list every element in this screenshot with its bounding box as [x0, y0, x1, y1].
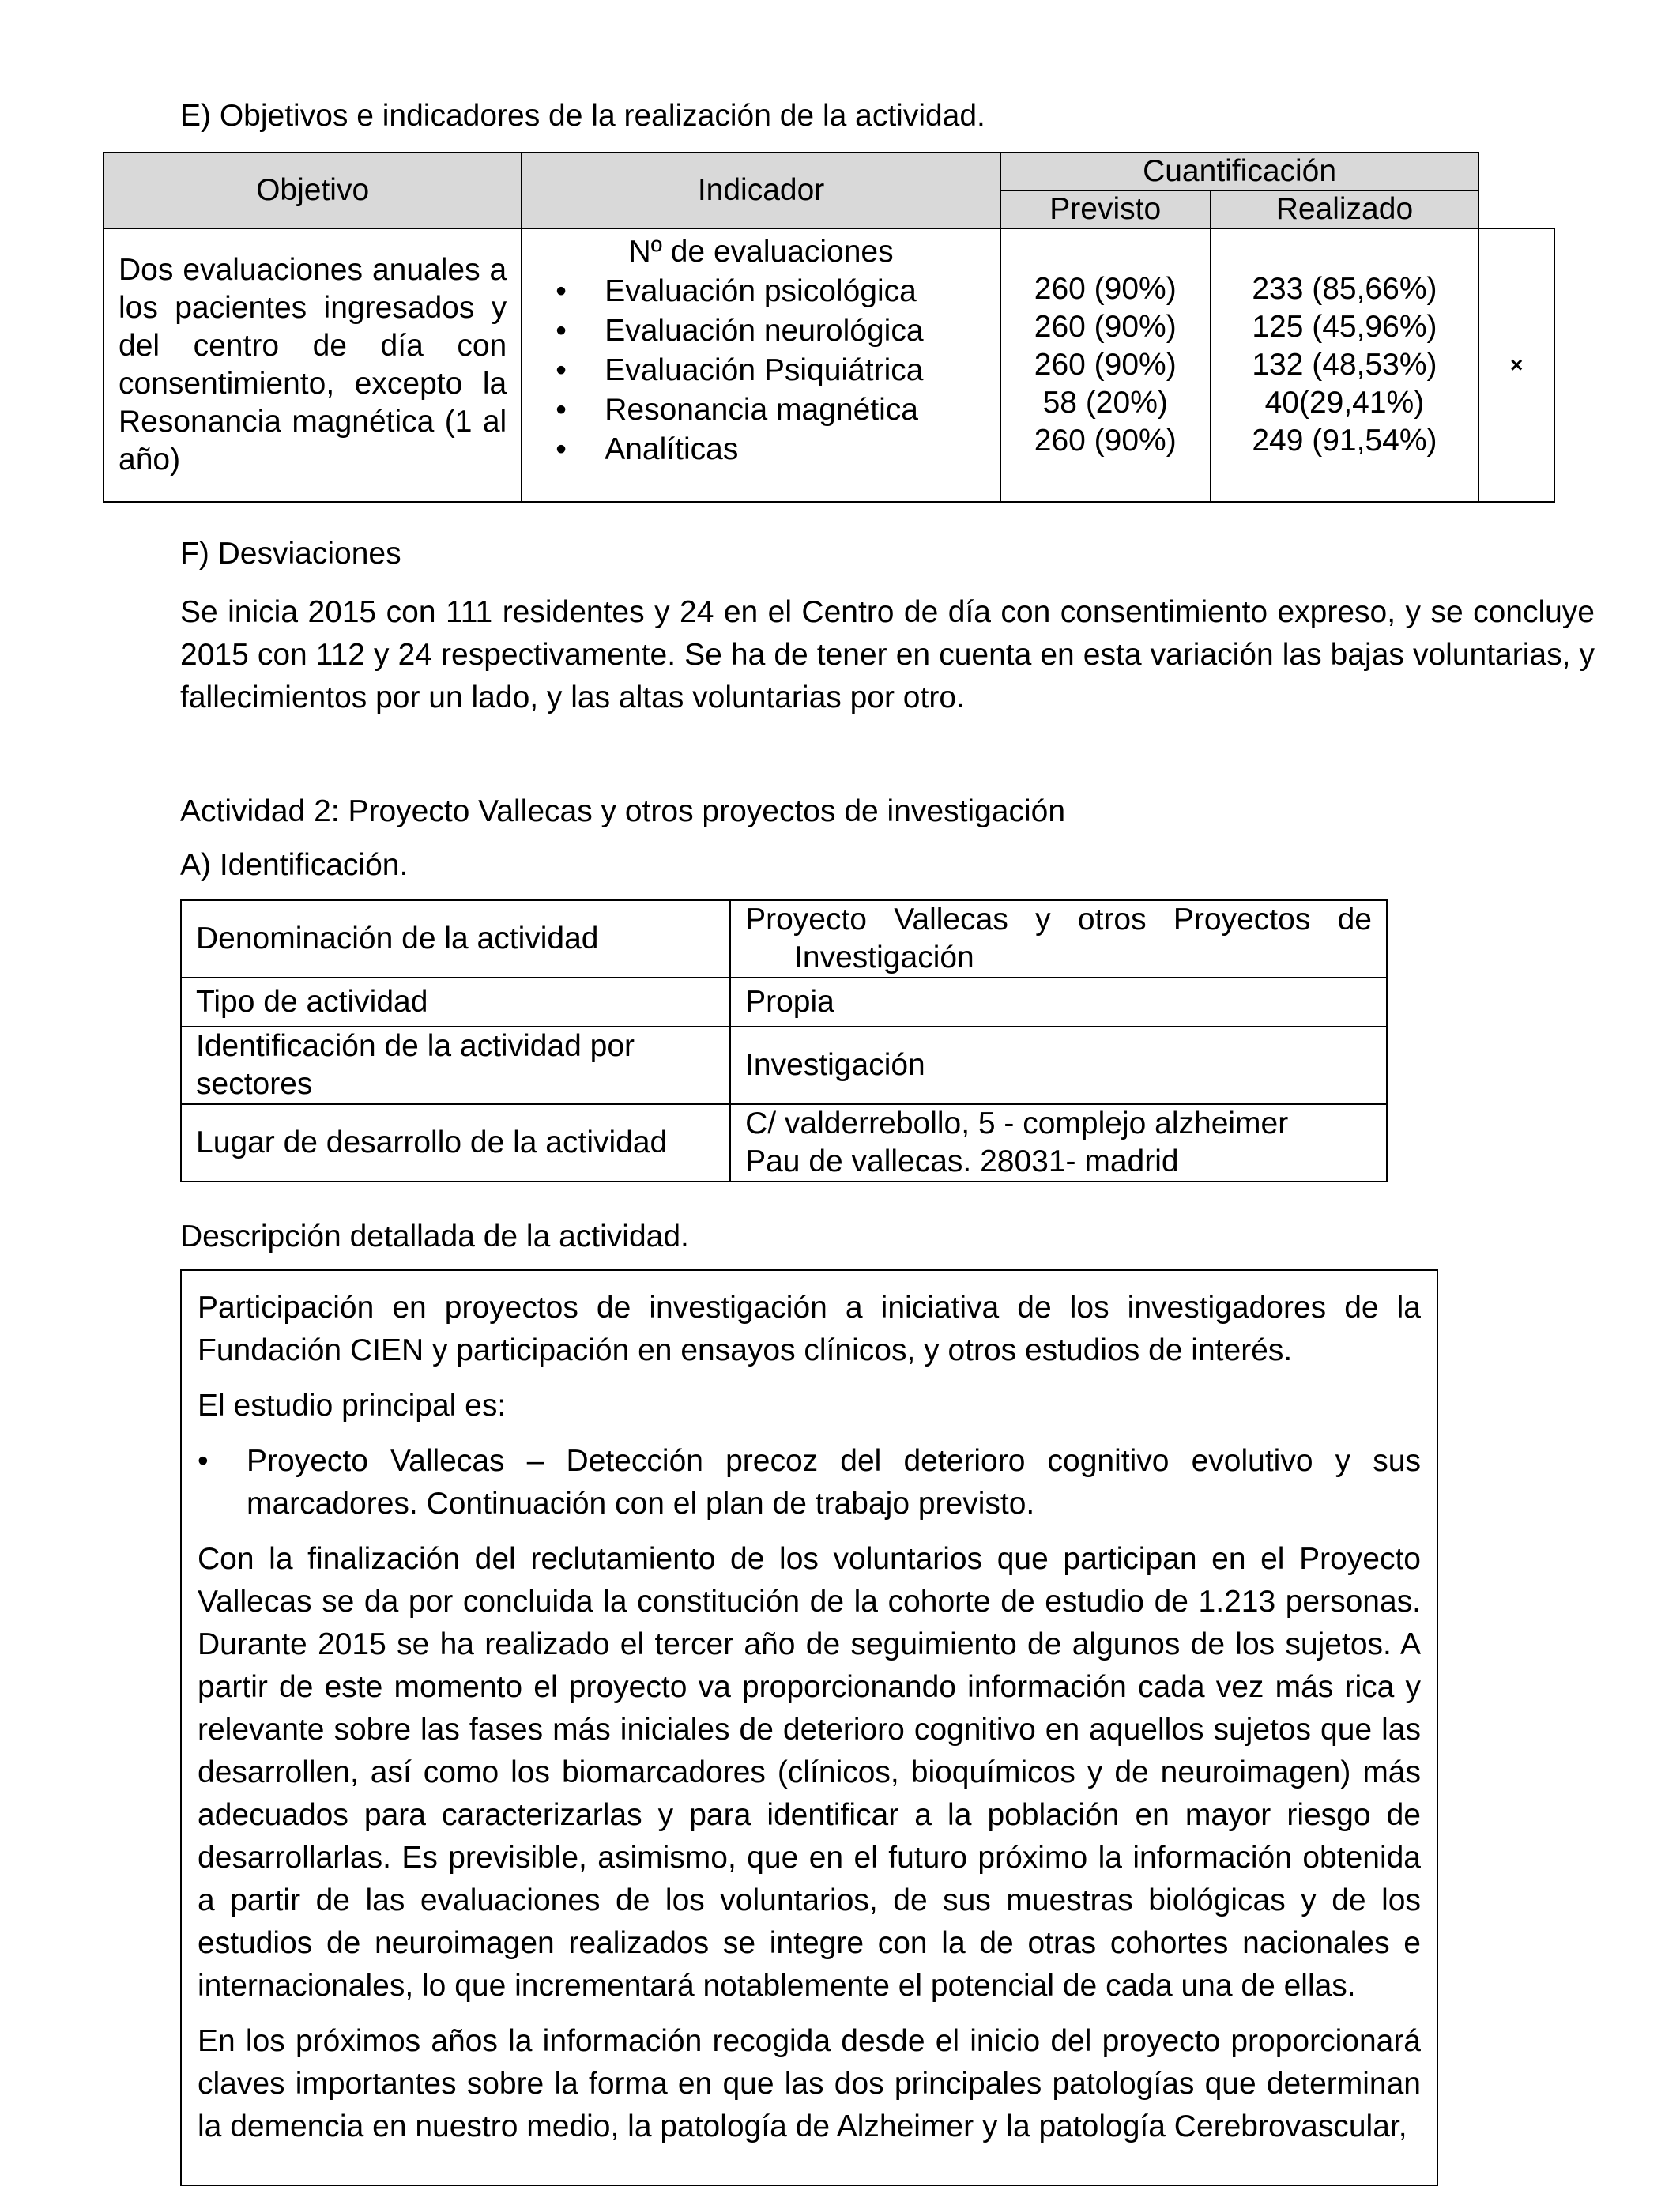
previsto-value: 260 (90%): [1034, 348, 1177, 382]
row-value: Propia: [730, 978, 1387, 1027]
list-item: • Evaluación neurológica: [556, 314, 924, 348]
indicator-list: [522, 272, 1000, 479]
indicator-title: Nº de evaluaciones: [628, 235, 894, 269]
realizado-cell: [1211, 228, 1479, 502]
objective-cell: [104, 228, 522, 502]
indicator-cell: [522, 228, 1000, 502]
row-label: Identificación de la actividad por sectores: [181, 1027, 730, 1104]
previsto-value: 260 (90%): [1034, 424, 1177, 458]
realizado-value: 249 (91,54%): [1252, 424, 1437, 458]
list-item: • Analíticas: [556, 432, 739, 466]
realizado-value: 40(29,41%): [1264, 386, 1425, 420]
realizado-value: 125 (45,96%): [1252, 310, 1437, 344]
previsto-value: 260 (90%): [1034, 310, 1177, 344]
realizado-value: 132 (48,53%): [1252, 348, 1437, 382]
description-paragraph: Participación en proyectos de investigación a iniciativa de los investigadores de la Fundación CIEN y participación en ensayos clínicos, y otros estudios de interés.: [198, 1291, 1421, 1367]
row-value: Proyecto Vallecas y otros Proyectos de Investigación: [730, 900, 1387, 978]
section-e-heading: E) Objetivos e indicadores de la realización de la actividad.: [180, 99, 985, 133]
list-item: [198, 1440, 1421, 1525]
header-objetivo: Objetivo: [104, 153, 522, 228]
realizado-value: 233 (85,66%): [1252, 272, 1437, 306]
description-paragraph: Con la finalización del reclutamiento de los voluntarios que participan en el Proyecto Vallecas se da por concluida la constitución de la cohorte de estudio de 1.213 personas. Durante 2015 se ha realizado el tercer año de seguimiento de algunos de los sujetos. A partir de este momento el proyecto va proporcionando información cada vez más rica y relevante sobre las fases más iniciales de deterioro cognitivo en aquellos sujetos que las desarrollen, así como los biomarcadores (clínicos, bioquímicos y de neuroimagen) más adecuados para caracterizarlas y para identificar a la población en mayor riesgo de desarrollarlas. Es previsible, asimismo, que en el futuro próximo la información obtenida a partir de las evaluaciones de los voluntarios, de sus muestras biológicas y de los estudios de neuroimagen realizados se integre con la de otras cohortes nacionales e internacionales, lo que incrementará notablemente el potencial de cada una de ellas.: [198, 1542, 1421, 2003]
section-f-heading: F) Desviaciones: [180, 537, 401, 571]
description-paragraph: El estudio principal es:: [198, 1389, 507, 1423]
cross-mark-icon: ×: [1478, 228, 1554, 502]
row-value: Investigación: [730, 1027, 1387, 1104]
header-cuantificacion: Cuantificación: [1000, 153, 1478, 190]
previsto-value: 58 (20%): [1042, 386, 1168, 420]
bullet-text: Proyecto Vallecas – Detección precoz del deterioro cognitivo evolutivo y sus marcadores. Continuación con el plan de trabajo previsto.: [247, 1444, 1421, 1521]
objectives-table: [103, 152, 1555, 503]
header-indicador: Indicador: [522, 153, 1000, 228]
bullet-icon: •: [198, 1444, 209, 1478]
description-heading: Descripción detallada de la actividad.: [180, 1220, 689, 1253]
list-item: • Evaluación Psiquiátrica: [556, 353, 924, 387]
row-label: Denominación de la actividad: [181, 900, 730, 978]
previsto-value: 260 (90%): [1034, 272, 1177, 306]
description-paragraph: En los próximos años la información recogida desde el inicio del proyecto proporcionará claves importantes sobre la forma en que las dos principales patologías que determinan la demencia en nuestro medio, la patología de Alzheimer y la patología Cerebrovascular,: [198, 2024, 1421, 2143]
header-previsto: Previsto: [1000, 190, 1211, 228]
objective-text: Dos evaluaciones anuales a los pacientes ingresados y del centro de día con consentimiento, excepto la Resonancia magnética (1 al año): [119, 253, 507, 477]
row-label: Lugar de desarrollo de la actividad: [181, 1104, 730, 1182]
section-f-text: Se inicia 2015 con 111 residentes y 24 en el Centro de día con consentimiento expreso, y se concluye 2015 con 112 y 24 respectivamente. Se ha de tener en cuenta en esta variación las bajas voluntarias, y fallecimientos por un lado, y las altas voluntarias por otro.: [180, 595, 1595, 714]
list-item: • Resonancia magnética: [556, 393, 918, 427]
description-box: [180, 1269, 1438, 2186]
activity2-title: Actividad 2: Proyecto Vallecas y otros proyectos de investigación: [180, 794, 1066, 828]
previsto-cell: [1000, 228, 1211, 502]
list-item: • Evaluación psicológica: [556, 274, 917, 308]
row-label: Tipo de actividad: [181, 978, 730, 1027]
identification-heading: A) Identificación.: [180, 848, 409, 882]
identification-table: [180, 899, 1388, 1182]
header-realizado: Realizado: [1211, 190, 1479, 228]
row-value: C/ valderrebollo, 5 - complejo alzheimer Pau de vallecas. 28031- madrid: [730, 1104, 1387, 1182]
